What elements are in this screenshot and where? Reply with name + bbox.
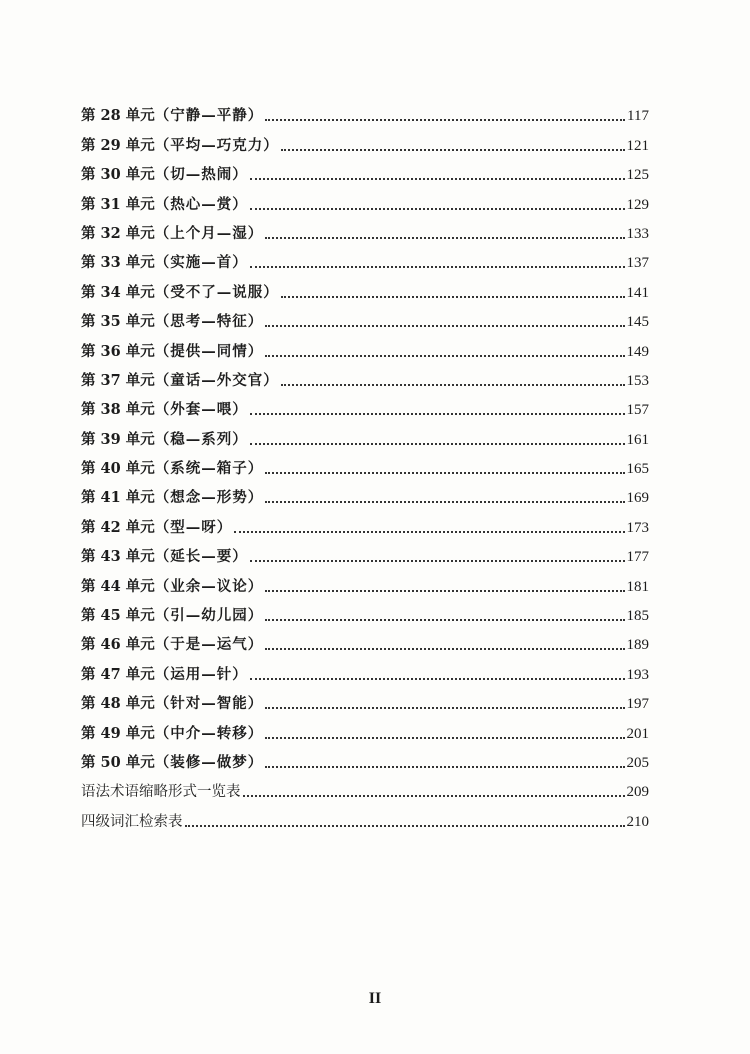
- toc-unit-number: 第 39 单元: [81, 430, 155, 448]
- toc-unit-number: 第 35 单元: [81, 313, 155, 331]
- toc-unit-number: 第 37 单元: [81, 371, 155, 389]
- dot-leader: [265, 590, 624, 592]
- toc-unit-topic: （稳—系列）: [154, 430, 248, 448]
- toc-unit-number: 第 31 单元: [81, 195, 155, 213]
- toc-entry[interactable]: [81, 272, 649, 301]
- dot-leader: [250, 413, 625, 415]
- toc-unit-topic: （提供—同情）: [154, 342, 264, 360]
- toc-unit-topic: （上个月—湿）: [154, 224, 264, 242]
- dot-leader: [265, 501, 624, 503]
- dot-leader: [265, 648, 624, 650]
- toc-appendix-title: 四级词汇检索表: [81, 813, 183, 830]
- toc-unit-number: 第 32 单元: [81, 224, 155, 242]
- toc-unit-number: 第 45 单元: [81, 607, 155, 625]
- toc-entry[interactable]: [81, 478, 649, 507]
- table-of-contents: [81, 96, 649, 831]
- dot-leader: [234, 531, 624, 533]
- toc-appendix-entry[interactable]: [81, 772, 649, 801]
- toc-page-number: 165: [626, 461, 649, 478]
- dot-leader: [250, 178, 625, 180]
- toc-unit-number: 第 43 单元: [81, 548, 155, 566]
- toc-page-number: 121: [626, 137, 649, 154]
- toc-entry[interactable]: [81, 449, 649, 478]
- toc-unit-number: 第 33 单元: [81, 254, 155, 272]
- toc-entry[interactable]: [81, 361, 649, 390]
- toc-unit-topic: （型—呀）: [154, 518, 233, 536]
- toc-entry[interactable]: [81, 743, 649, 772]
- dot-leader: [250, 678, 625, 680]
- toc-unit-number: 第 34 单元: [81, 283, 155, 301]
- toc-entry[interactable]: [81, 331, 649, 360]
- toc-unit-number: 第 28 单元: [81, 107, 155, 125]
- toc-unit-topic: （运用—针）: [154, 665, 248, 683]
- toc-unit-number: 第 36 单元: [81, 342, 155, 360]
- dot-leader: [250, 266, 625, 268]
- toc-unit-topic: （中介—转移）: [154, 724, 264, 742]
- toc-page-number: 153: [626, 372, 649, 389]
- toc-unit-topic: （切—热闹）: [154, 166, 248, 184]
- toc-unit-number: 第 41 单元: [81, 489, 155, 507]
- dot-leader: [265, 237, 624, 239]
- dot-leader: [243, 795, 625, 797]
- toc-page-number: 181: [626, 578, 649, 595]
- toc-page-number: 173: [626, 519, 649, 536]
- toc-page-number: 117: [627, 108, 649, 125]
- dot-leader: [250, 443, 625, 445]
- toc-entry[interactable]: [81, 419, 649, 448]
- toc-unit-topic: （宁静—平静）: [154, 107, 264, 125]
- toc-entry[interactable]: [81, 596, 649, 625]
- toc-entry[interactable]: [81, 507, 649, 536]
- toc-unit-topic: （童话—外交官）: [154, 371, 279, 389]
- toc-entry[interactable]: [81, 390, 649, 419]
- toc-unit-number: 第 30 单元: [81, 166, 155, 184]
- toc-unit-topic: （装修—做梦）: [154, 753, 264, 771]
- toc-unit-topic: （实施—首）: [154, 254, 248, 272]
- dot-leader: [265, 119, 625, 121]
- toc-appendix-entry[interactable]: [81, 801, 649, 830]
- toc-page-number: 210: [626, 813, 649, 830]
- toc-unit-topic: （延长—要）: [154, 548, 248, 566]
- toc-unit-topic: （受不了—说服）: [154, 283, 279, 301]
- toc-unit-number: 第 40 单元: [81, 460, 155, 478]
- toc-page-number: 197: [626, 696, 649, 713]
- toc-page-number: 169: [626, 490, 649, 507]
- toc-unit-topic: （平均—巧克力）: [154, 136, 279, 154]
- toc-entry[interactable]: [81, 214, 649, 243]
- toc-page-number: 193: [626, 666, 649, 683]
- toc-page-number: 177: [626, 549, 649, 566]
- toc-entry[interactable]: [81, 713, 649, 742]
- toc-entry[interactable]: [81, 155, 649, 184]
- toc-page-number: 129: [626, 196, 649, 213]
- toc-page-number: 185: [626, 608, 649, 625]
- dot-leader: [250, 560, 625, 562]
- toc-unit-topic: （于是—运气）: [154, 636, 264, 654]
- toc-page-number: 145: [626, 314, 649, 331]
- toc-entry[interactable]: [81, 184, 649, 213]
- toc-unit-number: 第 47 单元: [81, 665, 155, 683]
- toc-unit-number: 第 49 单元: [81, 724, 155, 742]
- dot-leader: [265, 737, 624, 739]
- dot-leader: [265, 325, 624, 327]
- toc-entry[interactable]: [81, 684, 649, 713]
- toc-page-number: 157: [626, 402, 649, 419]
- toc-page-number: 149: [626, 343, 649, 360]
- toc-unit-number: 第 38 单元: [81, 401, 155, 419]
- toc-appendix-title: 语法术语缩略形式一览表: [81, 784, 241, 801]
- toc-entry[interactable]: [81, 654, 649, 683]
- toc-unit-topic: （外套—喂）: [154, 401, 248, 419]
- toc-page-number: 205: [626, 754, 649, 771]
- toc-page-number: 125: [626, 167, 649, 184]
- dot-leader: [265, 355, 624, 357]
- toc-unit-topic: （引—幼儿园）: [154, 607, 264, 625]
- toc-entry[interactable]: [81, 537, 649, 566]
- dot-leader: [265, 766, 624, 768]
- toc-page-number: 189: [626, 637, 649, 654]
- page-footer-number: II: [368, 990, 382, 1007]
- dot-leader: [281, 149, 625, 151]
- dot-leader: [265, 472, 624, 474]
- dot-leader: [265, 619, 624, 621]
- toc-unit-topic: （想念—形势）: [154, 489, 264, 507]
- toc-unit-number: 第 42 单元: [81, 518, 155, 536]
- toc-entry[interactable]: [81, 302, 649, 331]
- dot-leader: [281, 296, 625, 298]
- toc-page-number: 141: [626, 284, 649, 301]
- toc-page-number: 133: [626, 225, 649, 242]
- toc-unit-topic: （热心—赏）: [154, 195, 248, 213]
- toc-entry[interactable]: [81, 625, 649, 654]
- toc-unit-topic: （系统—箱子）: [154, 460, 264, 478]
- toc-unit-topic: （针对—智能）: [154, 695, 264, 713]
- toc-entry[interactable]: [81, 96, 649, 125]
- toc-entry[interactable]: [81, 125, 649, 154]
- toc-page-number: 161: [626, 431, 649, 448]
- dot-leader: [185, 825, 625, 827]
- toc-unit-topic: （业余—议论）: [154, 577, 264, 595]
- toc-unit-number: 第 46 单元: [81, 636, 155, 654]
- toc-page-number: 209: [626, 784, 649, 801]
- toc-page-number: 137: [626, 255, 649, 272]
- toc-unit-number: 第 44 单元: [81, 577, 155, 595]
- dot-leader: [250, 208, 625, 210]
- toc-unit-number: 第 50 单元: [81, 753, 155, 771]
- toc-unit-number: 第 48 单元: [81, 695, 155, 713]
- toc-entry[interactable]: [81, 566, 649, 595]
- toc-page-number: 201: [626, 725, 649, 742]
- toc-unit-topic: （思考—特征）: [154, 313, 264, 331]
- toc-entry[interactable]: [81, 243, 649, 272]
- dot-leader: [265, 707, 624, 709]
- dot-leader: [281, 384, 625, 386]
- toc-unit-number: 第 29 单元: [81, 136, 155, 154]
